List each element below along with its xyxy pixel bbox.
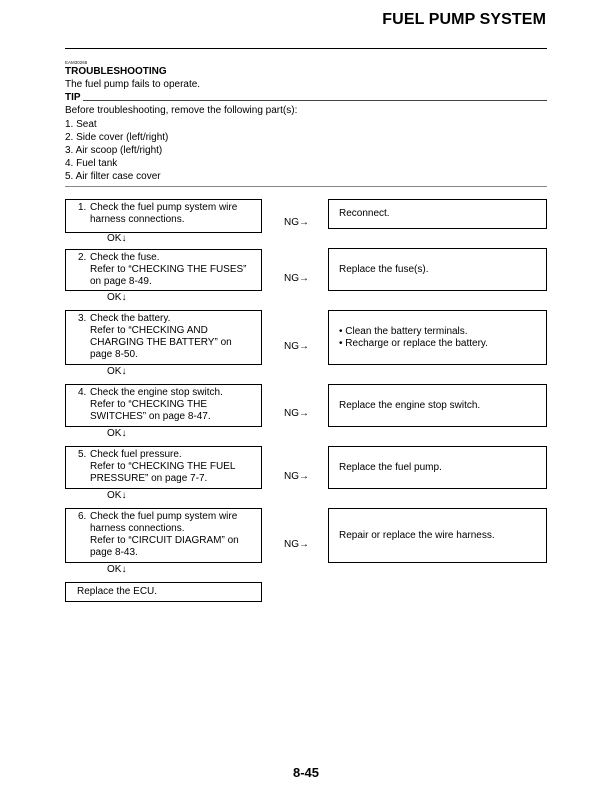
tip-item: 2. Side cover (left/right) (65, 132, 169, 143)
remedy-box-2 (328, 248, 547, 291)
tip-rule (83, 100, 547, 101)
page-number: 8-45 (292, 765, 320, 780)
step-line: Refer to “CHECKING THE (90, 399, 208, 410)
remedy-box-3 (328, 310, 547, 365)
step-box-2 (65, 249, 262, 291)
step-line: Refer to “CHECKING THE FUEL (90, 461, 236, 472)
ok-arrow: OK↓ (107, 428, 127, 439)
step-line: Check the engine stop switch. (90, 387, 223, 398)
ng-arrow: NG→ (284, 408, 309, 419)
step-line: Check the battery. (90, 313, 171, 324)
ng-arrow: NG→ (284, 341, 309, 352)
step-line: on page 8-49. (90, 276, 152, 287)
final-step-box: Replace the ECU. (65, 582, 262, 602)
step-number: 1. (78, 202, 87, 213)
remedy-box-4 (328, 384, 547, 427)
step-number: 3. (78, 313, 87, 324)
step-line: CHARGING THE BATTERY” on (90, 337, 232, 348)
ok-arrow: OK↓ (107, 366, 127, 377)
tip-intro: Before troubleshooting, remove the following part(s): (65, 105, 298, 116)
ok-arrow: OK↓ (107, 233, 127, 244)
ok-arrow: OK↓ (107, 292, 127, 303)
remedy-text: • Clean the battery terminals. (339, 326, 536, 338)
header-rule (65, 48, 547, 49)
remedy-text: Replace the fuel pump. (339, 461, 442, 473)
remedy-text: Replace the fuse(s). (339, 263, 429, 275)
section-title: TROUBLESHOOTING (65, 66, 167, 77)
remedy-list (339, 326, 536, 350)
ng-arrow: NG→ (284, 217, 309, 228)
step-number: 5. (78, 449, 87, 460)
tip-end-rule (65, 186, 547, 187)
step-box-1 (65, 199, 262, 233)
remedy-text: • Recharge or replace the battery. (339, 338, 536, 350)
ng-arrow: NG→ (284, 471, 309, 482)
step-line: page 8-43. (90, 547, 138, 558)
remedy-text: Repair or replace the wire harness. (339, 529, 495, 541)
step-box-6 (65, 508, 262, 563)
step-line: Refer to “CHECKING THE FUSES” (90, 264, 247, 275)
doc-code: EAM30268 (65, 60, 88, 65)
step-line: Check the fuel pump system wire (90, 202, 238, 213)
tip-item: 3. Air scoop (left/right) (65, 145, 163, 156)
tip-item: 4. Fuel tank (65, 158, 118, 169)
remedy-box-1 (328, 199, 547, 229)
remedy-text: Replace the engine stop switch. (339, 399, 481, 411)
tip-item: 1. Seat (65, 119, 97, 130)
step-number: 6. (78, 511, 87, 522)
step-line: PRESSURE” on page 7-7. (90, 473, 208, 484)
step-line: Check the fuse. (90, 252, 160, 263)
step-line: Refer to “CHECKING AND (90, 325, 208, 336)
ng-arrow: NG→ (284, 273, 309, 284)
step-line: page 8-50. (90, 349, 138, 360)
header-title: FUEL PUMP SYSTEM (382, 11, 546, 28)
tip-item: 5. Air filter case cover (65, 171, 161, 182)
step-number: 4. (78, 387, 87, 398)
step-box-5 (65, 446, 262, 489)
remedy-box-6 (328, 508, 547, 563)
ng-arrow: NG→ (284, 539, 309, 550)
remedy-box-5 (328, 446, 547, 489)
ok-arrow: OK↓ (107, 490, 127, 501)
step-line: Check fuel pressure. (90, 449, 182, 460)
remedy-text: Reconnect. (339, 208, 390, 219)
step-line: harness connections. (90, 214, 185, 225)
step-number: 2. (78, 252, 87, 263)
step-line: harness connections. (90, 523, 185, 534)
tip-label: TIP (65, 92, 81, 103)
step-line: Refer to “CIRCUIT DIAGRAM” on (90, 535, 239, 546)
symptom-text: The fuel pump fails to operate. (65, 79, 201, 90)
step-box-3 (65, 310, 262, 365)
ok-arrow: OK↓ (107, 564, 127, 575)
step-line: Check the fuel pump system wire (90, 511, 238, 522)
step-box-4 (65, 384, 262, 427)
step-line: SWITCHES” on page 8-47. (90, 411, 211, 422)
tip-list (65, 118, 168, 183)
